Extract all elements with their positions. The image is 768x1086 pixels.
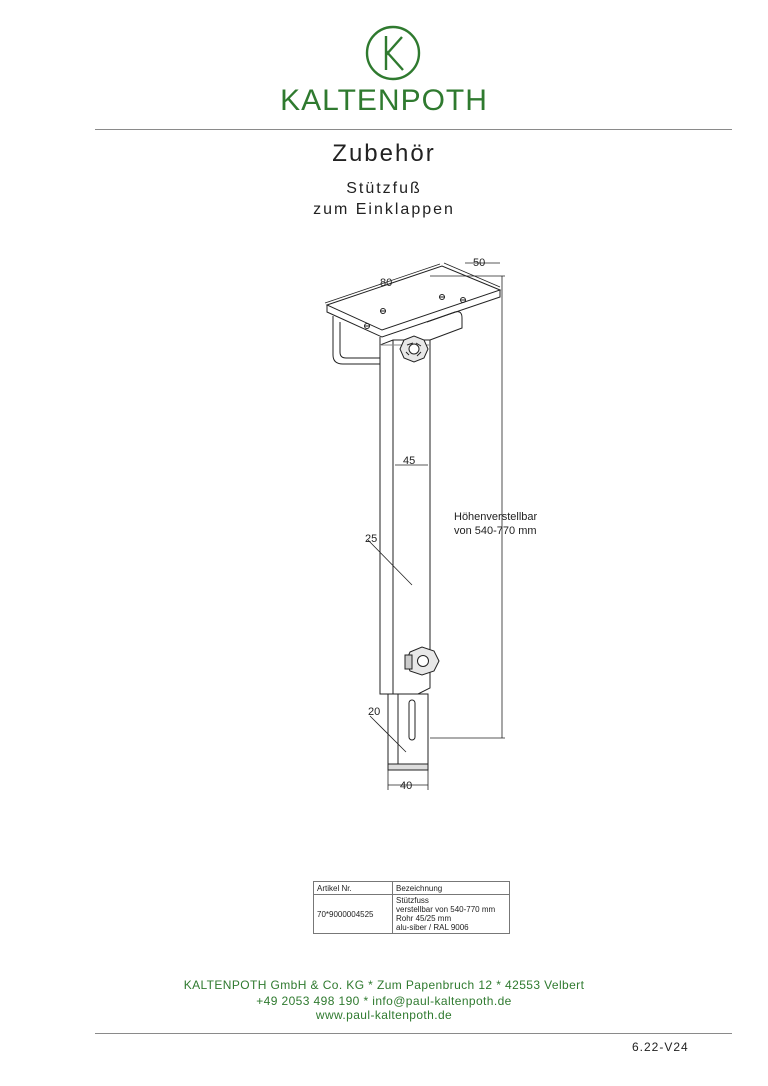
brand-name: KALTENPOTH bbox=[280, 84, 488, 117]
spec-table bbox=[313, 881, 510, 934]
dim-label-50: 50 bbox=[473, 257, 486, 269]
clamp-knob-upper-icon bbox=[400, 336, 428, 362]
inner-tube bbox=[388, 694, 428, 770]
page-title: Zubehör bbox=[332, 140, 436, 167]
height-label-line-1: Höhenverstellbar bbox=[454, 511, 538, 523]
mounting-plate-edge bbox=[327, 290, 500, 337]
height-label-line-2: von 540-770 mm bbox=[454, 525, 537, 537]
desc-line-1: Stützfuss bbox=[396, 896, 429, 905]
header-divider bbox=[95, 129, 732, 130]
version-code: 6.22-V24 bbox=[632, 1040, 689, 1054]
outer-tube bbox=[380, 340, 430, 694]
table-header-row bbox=[314, 882, 510, 895]
footer-website: www.paul-kaltenpoth.de bbox=[315, 1008, 453, 1022]
desc-line-4: alu-siber / RAL 9006 bbox=[396, 923, 469, 932]
header-article: Artikel Nr. bbox=[314, 882, 393, 895]
desc-line-3: Rohr 45/25 mm bbox=[396, 914, 452, 923]
footer-company: KALTENPOTH GmbH & Co. KG * Zum Papenbruch 12 * 42553 Velbert bbox=[183, 978, 585, 992]
support-leg-drawing bbox=[300, 250, 590, 800]
dim-label-20: 20 bbox=[368, 706, 381, 718]
article-number: 70*9000004525 bbox=[314, 895, 393, 934]
table-row bbox=[314, 895, 510, 934]
footer-divider bbox=[95, 1033, 732, 1034]
kaltenpoth-logo-icon bbox=[364, 24, 422, 82]
subtitle-line-1: Stützfuß bbox=[346, 180, 422, 197]
footer-contact: +49 2053 498 190 * info@paul-kaltenpoth.de bbox=[256, 994, 512, 1008]
dim-label-25: 25 bbox=[365, 533, 378, 545]
description-cell bbox=[393, 895, 510, 934]
screw-icons bbox=[364, 295, 466, 329]
desc-line-2: verstellbar von 540-770 mm bbox=[396, 905, 496, 914]
dim-label-45: 45 bbox=[403, 455, 416, 467]
header-description: Bezeichnung bbox=[393, 882, 510, 895]
dim-label-80: 80 bbox=[380, 277, 393, 289]
subtitle-line-2: zum Einklappen bbox=[313, 201, 455, 218]
dim-label-40: 40 bbox=[400, 780, 413, 792]
dim-line-50 bbox=[444, 263, 500, 287]
